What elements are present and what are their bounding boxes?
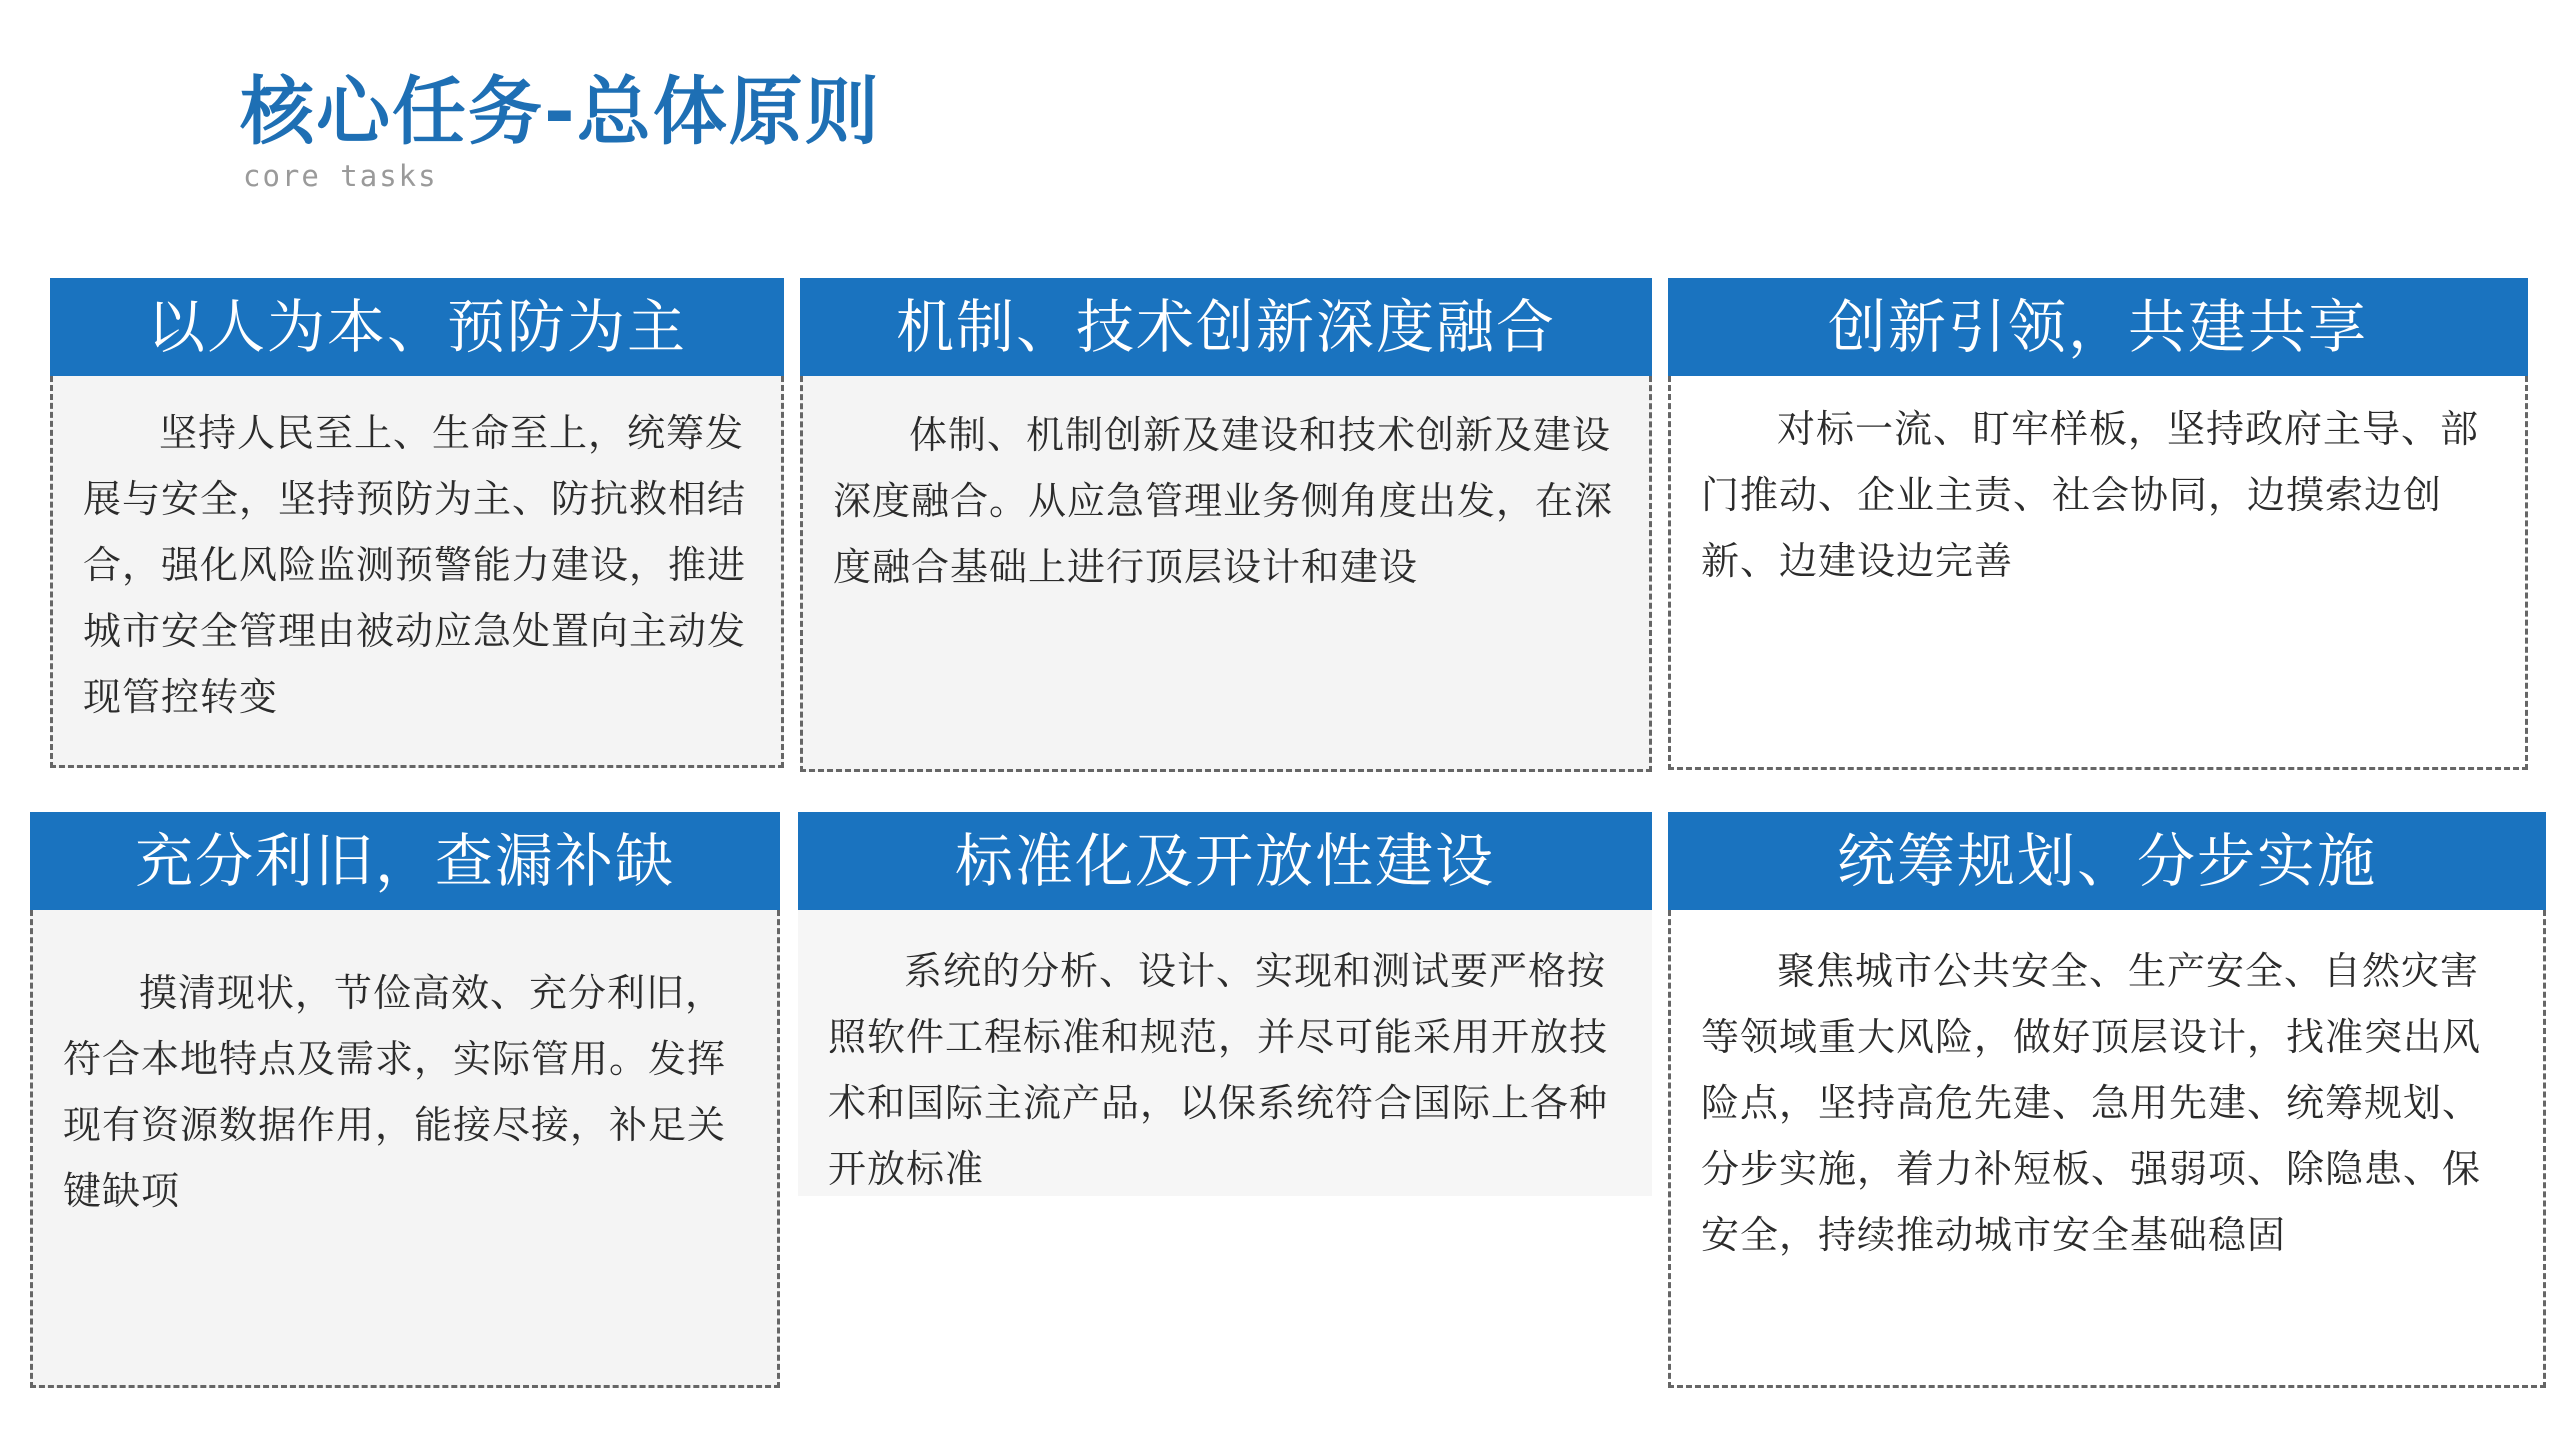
principle-card-planning xyxy=(1668,812,2546,1388)
card-body xyxy=(30,910,780,1388)
page-subtitle: core tasks xyxy=(243,159,438,193)
principle-card-mechanism-tech xyxy=(800,278,1652,772)
card-body xyxy=(800,376,1652,772)
card-title: 标准化及开放性建设 xyxy=(798,812,1652,910)
principle-card-innovation xyxy=(1668,278,2528,770)
card-title: 统筹规划、分步实施 xyxy=(1668,812,2546,910)
page-title: 核心任务-总体原则 xyxy=(240,69,881,155)
card-text: 系统的分析、设计、实现和测试要严格按照软件工程标准和规范，并尽可能采用开放技术和国际主流产品，以保系统符合国际上各种开放标准 xyxy=(828,949,1609,1191)
card-title: 创新引领，共建共享 xyxy=(1668,278,2528,376)
card-body xyxy=(1668,910,2546,1388)
card-text: 体制、机制创新及建设和技术创新及建设深度融合。从应急管理业务侧角度出发，在深度融合基础上进行顶层设计和建设 xyxy=(833,413,1614,589)
card-text: 对标一流、盯牢样板，坚持政府主导、部门推动、企业主责、社会协同，边摸索边创新、边建设边完善 xyxy=(1701,407,2480,583)
card-text: 聚焦城市公共安全、生产安全、自然灾害等领域重大风险，做好顶层设计，找准突出风险点，坚持高危先建、急用先建、统筹规划、分步实施，着力补短板、强弱项、除隐患、保安全，持续推动城市安全基础稳固 xyxy=(1701,949,2482,1257)
card-body xyxy=(1668,376,2528,770)
principle-card-reuse xyxy=(30,812,780,1388)
card-text: 摸清现状，节俭高效、充分利旧，符合本地特点及需求，实际管用。发挥现有资源数据作用，能接尽接，补足关键缺项 xyxy=(63,971,727,1213)
card-text: 坚持人民至上、生命至上，统筹发展与安全，坚持预防为主、防抗救相结合，强化风险监测预警能力建设，推进城市安全管理由被动应急处置向主动发现管控转变 xyxy=(83,411,747,719)
card-body xyxy=(798,910,1652,1196)
principle-card-standardization xyxy=(798,812,1652,1196)
card-title: 机制、技术创新深度融合 xyxy=(800,278,1652,376)
card-title: 以人为本、预防为主 xyxy=(50,278,784,376)
card-body xyxy=(50,376,784,768)
card-title: 充分利旧，查漏补缺 xyxy=(30,812,780,910)
principle-card-people-first xyxy=(50,278,784,768)
